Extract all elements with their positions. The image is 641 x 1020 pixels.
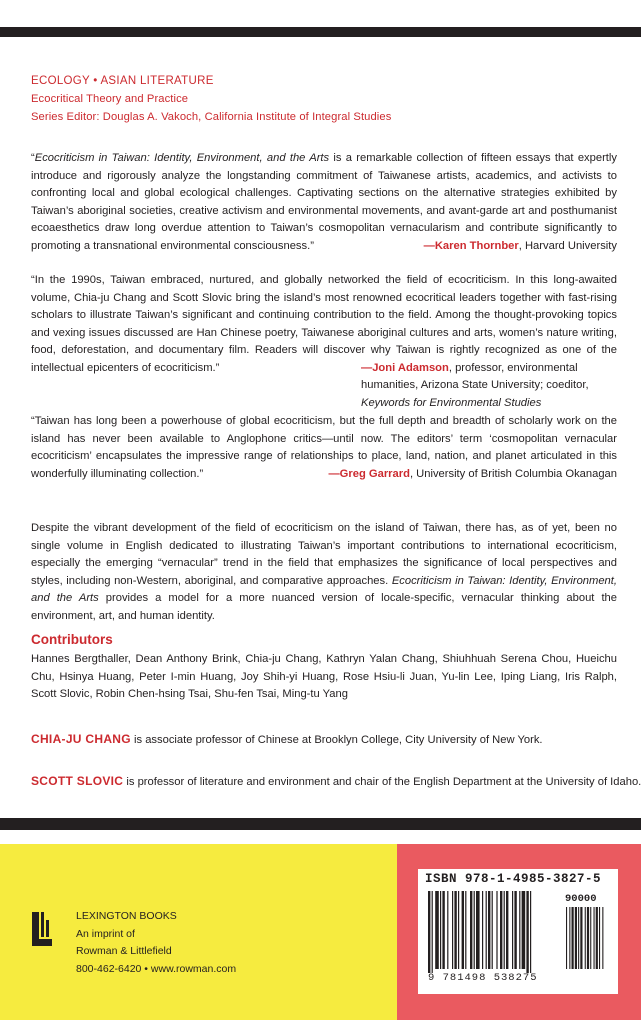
barcode-bar [530, 891, 531, 973]
barcode-bar [474, 891, 475, 969]
barcode-bar [486, 891, 487, 969]
barcode-bar [596, 907, 598, 969]
category-line: ECOLOGY • ASIAN LITERATURE [31, 75, 214, 87]
barcode-bar [590, 907, 591, 969]
blurb-text: “In the 1990s, Taiwan embraced, nurtured, and globally networked the field of ecocriticism. In this long-awaited volume, Chia-ju Chang and Scott Slovic bring the island’s most renowned ecocritical leaders together with fast-rising scholars to illustrate Taiwan’s significant and continuing contribution to the field. Among the thought-provoking topics and vexing issues discussed are Han Chinese poetry, Taiwanese aboriginal cultures and arts, women’s nature writing, food, deforestation, and documentary film. Readers will discover why Taiwan is rightly recognized as one of the intellectual epicenters of ecocriticism.” [31, 274, 617, 374]
blurb-garrard [31, 413, 617, 483]
barcode-bar [587, 907, 589, 969]
bio-chang: CHIA-JU CHANG is associate professor of Chinese at Brooklyn College, City University of New York. [31, 732, 543, 746]
barcode-bar [594, 907, 595, 969]
barcode-bar [512, 891, 513, 969]
book-description: Despite the vibrant development of the field of ecocriticism on the island of Taiwan, there has, as of yet, been no single volume in English dedicated to illustrating Taiwan’s important contributions to international ecocriticism, especially the emerging “vernacular” trend in the field that emphasizes the significance of local perspectives and styles, including non-Western, aboriginal, and comparative approaches. Ecocriticism in Taiwan: Identity, Environment, and the Arts provides a model for a more nuanced version of locale-specific, vernacular thinking about the environment, art, and human identity. [31, 522, 617, 622]
book-title: Ecocriticism in Taiwan: Identity, Environment, and the Arts [34, 152, 330, 164]
barcode-bar [599, 907, 600, 969]
barcode-bar [575, 907, 577, 969]
barcode-bar [452, 891, 453, 969]
contributors-heading: Contributors [31, 632, 113, 647]
barcode-bar [566, 907, 567, 969]
barcode-bar [504, 891, 505, 969]
barcode-bar [585, 907, 586, 969]
barcode-bar [580, 907, 582, 969]
barcode-bar [488, 891, 490, 969]
attribution: —Joni Adamson, professor, environmental humanities, Arizona State University; coeditor, Keywords for Environmental Studies [361, 361, 589, 409]
barcode-bar [492, 891, 493, 969]
barcode-bar [514, 891, 516, 969]
barcode-bar [506, 891, 508, 969]
barcode-bar [435, 891, 439, 969]
barcode-bar [578, 907, 579, 969]
lexington-logo-icon [30, 908, 54, 950]
series-title: Ecocritical Theory and Practice [31, 93, 189, 105]
top-rule [0, 27, 641, 37]
barcode-bar [572, 907, 574, 969]
barcode-bar [462, 891, 464, 969]
imprint-line: An imprint of [76, 927, 135, 940]
barcode-bar [522, 891, 526, 969]
barcode-bar [526, 891, 528, 973]
blurb-adamson [31, 272, 617, 412]
barcode-bar [496, 891, 497, 969]
barcode [418, 869, 618, 994]
barcode-bar [500, 891, 502, 969]
barcode-bar [442, 891, 444, 969]
bottom-rule [0, 818, 641, 830]
parent-publisher: Rowman & Littlefield [76, 945, 172, 957]
publisher-info [76, 908, 236, 978]
barcode-bar [454, 891, 456, 969]
barcode-bar [428, 891, 430, 973]
barcode-bar [476, 891, 480, 969]
barcode-bar [569, 907, 570, 969]
attribution: —Karen Thornber, Harvard University [423, 239, 617, 252]
book-title: Ecocriticism in Taiwan: Identity, Environment, and the Arts [31, 574, 617, 604]
barcode-bar [458, 891, 459, 969]
isbn-text: ISBN 978-1-4985-3827-5 [425, 872, 602, 886]
barcode-bar [470, 891, 472, 969]
barcode-bar [602, 907, 603, 969]
blurb-thornber [31, 150, 617, 255]
barcode-bar [465, 891, 466, 969]
barcode-bar [432, 891, 433, 973]
barcode-bar [447, 891, 448, 969]
barcode-bar [519, 891, 520, 969]
blurb-text: “Taiwan has long been a powerhouse of global ecocriticism, but the full depth and breadth of scholarly work on the island has never been available to Anglophone critics—until now. The editors’ term ‘cosmopolitan vernacular ecocriticism’ encapsulates the impressive range of relationships to place, land, nation, and planet articulated in this wonderfully illuminating collection.” [31, 415, 617, 480]
barcode-bar [482, 891, 483, 969]
barcode-digits: 9 781498 538275 [428, 972, 538, 984]
series-editor: Series Editor: Douglas A. Vakoch, California Institute of Integral Studies [31, 111, 392, 123]
barcode-extension: 90000 [565, 893, 597, 905]
blurb-text: “Ecocriticism in Taiwan: Identity, Environment, and the Arts is a remarkable collection of fifteen essays that expertly introduce and rigorously analyze the longstanding commitment of Taiwanese artists, academics, and activists to confronting local and global ecological challenges. Captivating sections on the alternative strategies exhibited by Taiwan’s aboriginal societies, creative activism and environmental movements, and avant-garde art and posthumanist ecoaesthetics draw long overdue attention to Taiwan’s cosmopolitan vernacularism and contribute significantly to promoting a transnational environmental consciousness.” —Karen Thornber, Harvard University [31, 150, 617, 255]
attribution: —Greg Garrard, University of British Columbia Okanagan [328, 467, 617, 480]
contributors-list: Hannes Bergthaller, Dean Anthony Brink, Chia-ju Chang, Kathryn Yalan Chang, Shiuhhuah Serena Chou, Hueichu Chu, Hsinya Huang, Peter I-min Huang, Joy Shih-yi Huang, Rose Hsiu-li Juan, Yu-lin Lee, Iping Liang, Iris Ralph, Scott Slovic, Robin Chen-hsing Tsai, Shu-fen Tsai, Ming-tu Yang [31, 653, 617, 700]
barcode-bar [440, 891, 441, 969]
series-header [31, 72, 391, 126]
publisher-name: LEXINGTON BOOKS [76, 910, 177, 922]
bio-slovic: SCOTT SLOVIC is professor of literature and environment and chair of the English Department at the University of Idaho. [31, 774, 641, 788]
publisher-contact: 800-462-6420 • www.rowman.com [76, 962, 237, 975]
